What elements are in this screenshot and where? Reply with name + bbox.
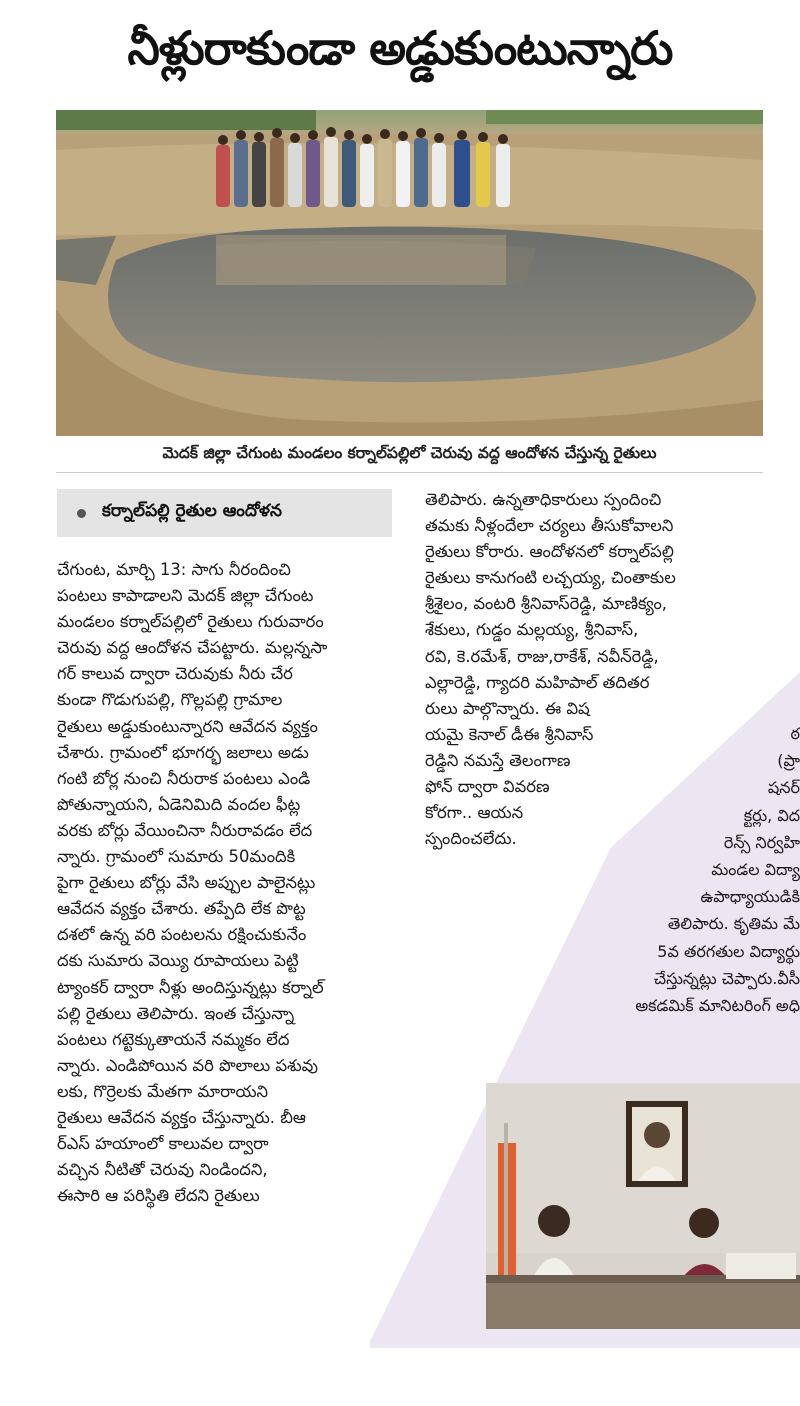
adjacent-article-text-line: (ప్రా (777, 751, 800, 771)
article-text-line: తమకు నీళ్లందేలా చర్యలు తీసుకోవాలని (425, 516, 674, 536)
article-text-line: ర్ఎస్ హయాంలో కాలువల ద్వారా (57, 1134, 269, 1154)
article-headline: నీళ్లురాకుండా అడ్డుకుంటున్నారు (127, 21, 673, 75)
article-text-line: రులు పాల్గొన్నారు. ఈ విష (425, 698, 590, 718)
article-text-line: ఫోన్ ద్వారా వివరణ (425, 777, 550, 797)
adjacent-article-text-line: క్టర్లు, విద (743, 805, 800, 825)
article-text-line: శ్రీశైలం, వంటరి శ్రీనివాస్‌రెడ్డి, మాణిక్యం, (425, 594, 667, 614)
farmers-protest-photo (56, 110, 763, 436)
article-text-line: పంటలు గట్టెక్కుతాయనే నమ్మకం లేద (57, 1029, 290, 1049)
adjacent-article-text-line: అకడమిక్ మానిటరింగ్ అధి (635, 995, 800, 1015)
article-text-line: న్నారు. గ్రామంలో సుమారు 50మందికి (57, 847, 296, 867)
article-text-line: ఎల్లారెడ్డి, గ్యాదరి మహిపాల్ తదితర (425, 672, 650, 692)
article-text-line: దకు సుమారు వెయ్యి రూపాయలు పెట్టి (57, 951, 299, 971)
article-text-line: వచ్చిన నీటితో చెరువు నిండిందని, (57, 1160, 268, 1180)
sub-heading-text: కర్నాల్‌పల్లి రైతుల ఆందోళన (102, 501, 282, 521)
adjacent-article-text-line: తెలిపారు. కృతిమ మే (667, 914, 800, 934)
farmers-protest-photo-image (56, 110, 763, 436)
article-text-line: పైగా రైతులు బోర్లు వేసి అప్పుల పాలైనట్లు (57, 873, 316, 893)
adjacent-article-text-line: మండల విద్యా (711, 859, 800, 879)
article-text-line: ట్యాంకర్ ద్వారా నీళ్లు అందిస్తున్నట్లు కర్నాల్ (57, 977, 324, 997)
article-text-line: యమై కెనాల్ డీఈ శ్రీనివాస్ (425, 724, 594, 744)
article-text-line: మండలం కర్నాల్‌పల్లిలో రైతులు గురువారం (57, 612, 324, 632)
article-text-line: న్నారు. ఎండిపోయిన వరి పొలాలు పశువు (57, 1055, 319, 1075)
article-text-line: చెరువు వద్ద ఆందోళన చేపట్టారు. మల్లన్నసా (57, 638, 328, 658)
article-text-line: పల్లి రైతులు తెలిపారు. ఇంత చేస్తున్నా (57, 1003, 295, 1023)
article-column-1 (57, 557, 397, 1209)
article-text-line: కుండా గొడుగుపల్లి, గొల్లపల్లి గ్రామాల (57, 690, 283, 710)
article-text-line: గర్ కాలువ ద్వారా చెరువుకు నీరు చేర (57, 664, 293, 684)
article-text-line: రైతులు కానుగంటి లచ్చయ్య, చింతాకుల (425, 568, 676, 588)
office-meeting-photo (486, 1083, 800, 1329)
article-text-line: చేగుంట, మార్చి 13: సాగు నీరందించి (57, 560, 291, 579)
article-text-line: రైతులు కోరారు. ఆందోళనలో కర్నాల్‌పల్లి (425, 542, 674, 562)
adjacent-article-text-line: చేస్తున్నట్లు చెప్పారు.వీసీ (653, 968, 800, 988)
article-text-line: రవి, కె.రమేశ్, రాజు,రాకేశ్, నవీన్‌రెడ్డి, (425, 646, 659, 666)
adjacent-article-text-line: ఠ (790, 724, 800, 743)
article-text-line: పోతున్నాయని, ఏడెనిమిది వందల ఫీట్ల (57, 794, 301, 814)
article-text-line: కోరగా.. ఆయన (425, 803, 524, 823)
adjacent-article-text-line: షనర్ (767, 778, 800, 798)
adjacent-article-column (570, 720, 800, 1019)
article-text-line: వరకు బోర్లు వేయించినా నీరురావడం లేద (57, 820, 313, 840)
adjacent-article-text-line: రెన్స్ నిర్వహి (723, 832, 800, 852)
adjacent-article-text-line: ఉపాధ్యాయుడికి (700, 887, 800, 907)
article-text-line: ఈసారి ఆ పరిస్థితి లేదని రైతులు (57, 1186, 260, 1206)
article-text-line: రైతులు ఆవేదన వ్యక్తం చేస్తున్నారు. బీఆ (57, 1107, 306, 1127)
bullet-icon (77, 509, 86, 518)
article-text-line: స్పందించలేదు. (425, 829, 517, 849)
article-text-line: రైతులు అడ్డుకుంటున్నారని ఆవేదన వ్యక్తం (57, 716, 318, 736)
article-text-line: గంటి బోర్ల నుంచి నీరురాక పంటలు ఎండి (57, 768, 311, 788)
article-text-line: రెడ్డిని నమస్తే తెలంగాణ (425, 750, 571, 770)
article-text-line: దశలో ఉన్న వరి పంటలను రక్షించుకునేం (57, 925, 307, 945)
article-text-line: పంటలు కాపాడాలని మెదక్ జిల్లా చేగుంట (57, 586, 314, 606)
article-text-line: చేశారు. గ్రామంలో భూగర్భ జలాలు అడు (57, 742, 309, 762)
photo-caption: మెదక్ జిల్లా చేగుంట మండలం కర్నాల్‌పల్లిలో చెరువు వద్ద ఆందోళన చేస్తున్న రైతులు (56, 438, 763, 473)
article-text-line: తెలిపారు. ఉన్నతాధికారులు స్పందించి (425, 490, 662, 509)
article-text-line: లకు, గొర్రెలకు మేతగా మారాయని (57, 1081, 269, 1101)
article-text-line: ఆవేదన వ్యక్తం చేశారు. తప్పేది లేక పొట్ట (57, 899, 306, 919)
article-text-line: శేకులు, గుడ్డం మల్లయ్య, శ్రీనివాస్, (425, 620, 639, 640)
adjacent-article-text-line: 5వ తరగతుల విద్యార్థు (657, 941, 800, 961)
sub-heading-box (57, 489, 392, 537)
office-meeting-photo-image (486, 1083, 800, 1329)
